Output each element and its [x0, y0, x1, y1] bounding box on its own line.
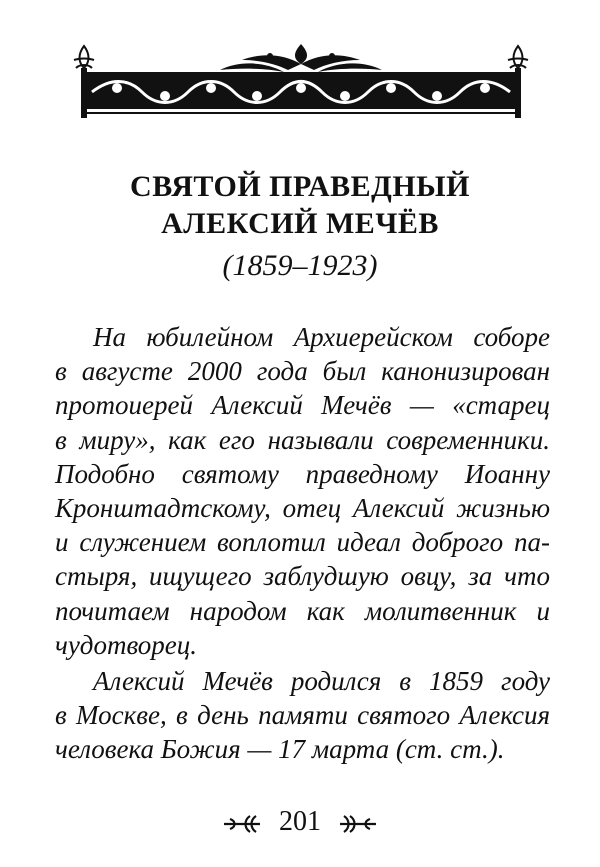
title-line-1: СВЯТОЙ ПРАВЕДНЫЙ: [130, 170, 470, 203]
text-line: в миру», как его называли современники.: [55, 424, 550, 455]
decorative-header-ornament-icon: [70, 38, 532, 118]
paragraph-1: [55, 320, 550, 662]
text-line: почитаем народом как молитвенник и: [55, 595, 550, 626]
title-line-2: АЛЕКСИЙ МЕЧЁВ: [161, 207, 439, 240]
page-footer: [0, 805, 600, 839]
text-line: Алексий Мечёв родился в 1859 году: [93, 666, 550, 696]
ornamental-flourish-left-icon: [222, 813, 262, 835]
text-line: в августе 2000 года был канонизирован: [55, 356, 550, 387]
text-line: протоиерей Алексий Мечёв — «старец: [55, 390, 550, 421]
text-line: Подобно святому праведному Иоанну: [55, 458, 550, 489]
text-line: стыря, ищущего заблудшую овцу, за что: [55, 561, 550, 592]
page-number: 201: [279, 806, 321, 837]
text-line: На юбилейном Архиерейском соборе: [93, 322, 550, 352]
text-line: и служением воплотил идеал доброго па-: [55, 527, 550, 558]
text-line: чудотворец.: [55, 629, 198, 660]
text-line: Кронштадтскому, отец Алексий жизнью: [55, 493, 550, 524]
ornamental-flourish-right-icon: [338, 813, 378, 835]
life-dates: (1859–1923): [222, 249, 378, 282]
text-line: в Москве, в день памяти святого Алексия: [55, 700, 550, 731]
text-line: человека Божия — 17 марта (ст. ст.).: [55, 734, 505, 765]
paragraph-2: [55, 664, 550, 767]
